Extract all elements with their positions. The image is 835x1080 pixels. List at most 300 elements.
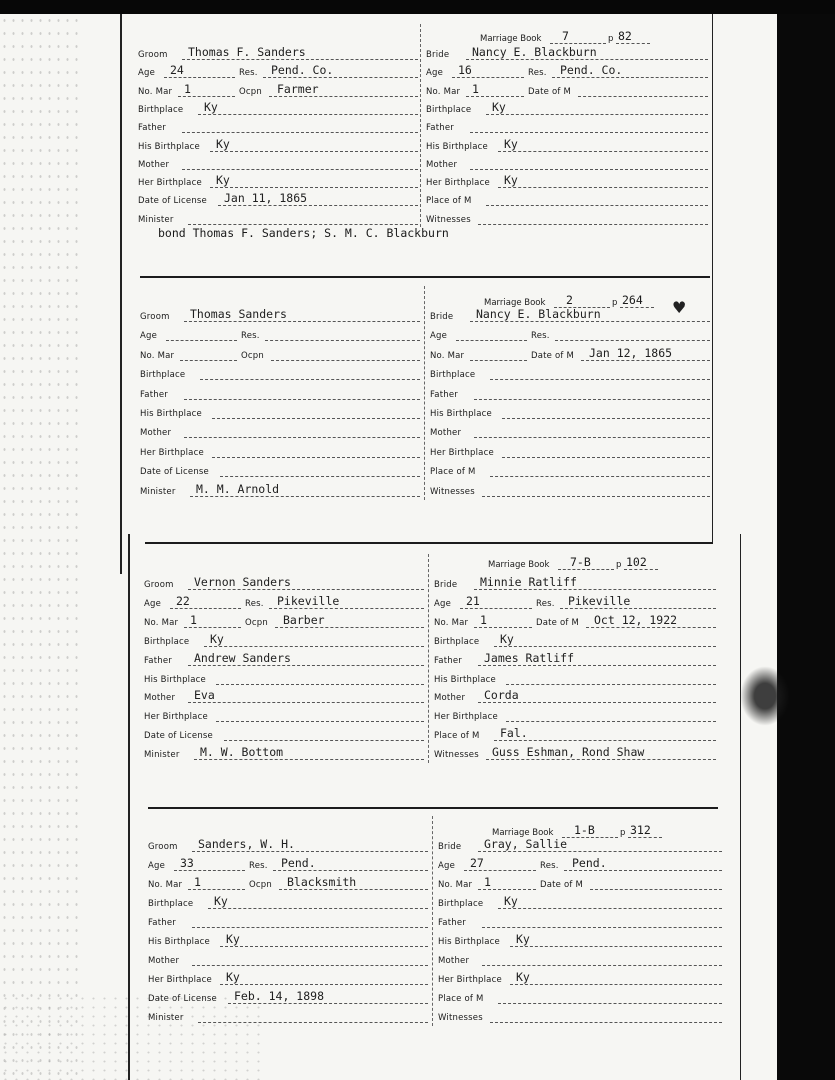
groom-field-line [184,321,420,322]
bride-field-line [490,379,710,380]
bride-label-place-of-m: Place of M [434,731,480,742]
groom-label-mother: Mother [148,956,180,966]
groom-label-his-birthplace: His Birthplace [144,674,206,685]
bride-row-name [434,574,716,592]
groom-row-minister [148,1007,428,1025]
groom-field-line [188,889,245,890]
groom-label-age: Age [138,68,156,79]
bride-value-name[interactable]: Gray, Sallie [484,837,568,851]
groom-label-minister: Minister [144,750,180,761]
bride-row-her-birthplace [426,172,708,190]
groom-label-res: Res. [245,598,264,609]
groom-value-ocpn[interactable]: Blacksmith [287,875,357,889]
groom-field-line [279,889,428,890]
groom-field-line [220,476,420,477]
groom-value-minister[interactable]: M. W. Bottom [200,745,284,760]
groom-value-date-of-license[interactable]: Feb. 14, 1898 [234,989,325,1003]
marriage-book-label: Marriage Book [492,828,554,838]
groom-field-line [170,608,241,609]
bride-field-line [470,360,527,361]
groom-label-no-mar: No. Mar [140,350,175,361]
groom-field-line [192,927,428,928]
groom-field-line [271,360,420,361]
groom-label-groom: Groom [148,842,178,852]
bride-field-line [581,360,710,361]
groom-value-name[interactable]: Vernon Sanders [194,575,291,589]
bride-row-his-birthplace [438,931,722,949]
bride-label-no-mar: No. Mar [438,880,473,890]
bride-row-his-birthplace [426,136,708,154]
bride-row-no-mar [434,612,716,630]
bride-field-line [478,851,722,852]
bride-field-line [586,627,716,628]
bride-label-his-birthplace: His Birthplace [438,937,500,947]
groom-field-line [210,151,418,152]
marriage-book-number[interactable]: 7-B [570,555,591,569]
groom-row-birthplace [140,364,420,382]
groom-row-his-birthplace [138,136,418,154]
bride-label-bride: Bride [426,50,450,60]
groom-label-groom: Groom [144,580,174,590]
bride-label-mother: Mother [430,428,462,439]
groom-label-date-of-license: Date of License [144,731,213,742]
bride-value-father[interactable]: James Ratliff [484,650,575,665]
bride-row-mother [430,422,710,440]
bride-field-line [486,205,708,206]
groom-field-line [265,340,420,341]
bride-field-line [590,889,722,890]
bride-value-date-of-m[interactable]: Oct 12, 1922 [594,612,678,627]
groom-field-line [192,851,428,852]
groom-row-date-of-license [148,988,428,1006]
groom-row-name [140,306,420,324]
groom-field-line [188,589,424,590]
bride-column [426,44,708,231]
bride-row-her-birthplace [430,442,710,460]
groom-row-minister [140,481,420,499]
record-note: bond Thomas F. Sanders; S. M. C. Blackburn [158,226,449,240]
groom-field-line [164,77,235,78]
bride-label-age: Age [434,598,452,609]
groom-label-no-mar: No. Mar [148,880,183,890]
groom-label-her-birthplace: Her Birthplace [144,712,208,723]
groom-field-line [216,721,424,722]
bride-row-father [430,384,710,402]
bride-row-age [426,62,708,80]
bride-row-age [430,325,710,343]
groom-value-name[interactable]: Sanders, W. H. [198,837,295,851]
bride-value-res[interactable]: Pikeville [568,593,631,608]
groom-label-her-birthplace: Her Birthplace [138,178,202,189]
groom-row-minister [144,744,424,762]
bride-value-name[interactable]: Minnie Ratliff [480,575,577,589]
groom-field-line [192,965,428,966]
groom-value-res[interactable]: Pikeville [277,593,340,608]
bride-row-witnesses [434,744,716,762]
groom-field-line [174,870,245,871]
bride-field-line [498,151,708,152]
groom-label-his-birthplace: His Birthplace [138,141,200,152]
bride-label-father: Father [434,655,462,666]
bride-row-place-of-m [438,988,722,1006]
bride-field-line [470,132,708,133]
groom-column [140,306,420,504]
bride-label-res: Res. [540,861,559,871]
bride-value-date-of-m[interactable]: Jan 12, 1865 [589,345,673,360]
bride-label-witnesses: Witnesses [430,486,475,497]
groom-label-father: Father [140,389,168,400]
groom-row-her-birthplace [148,969,428,987]
groom-label-minister: Minister [138,214,174,225]
groom-value-her-birthplace[interactable]: Ky [216,173,230,188]
groom-field-line [198,114,418,115]
groom-value-minister[interactable]: M. M. Arnold [196,481,280,496]
bride-value-her-birthplace[interactable]: Ky [516,970,530,984]
groom-label-mother: Mother [140,428,172,439]
groom-value-no-mar[interactable]: 1 [190,612,197,627]
groom-row-her-birthplace [144,706,424,724]
marriage-book-page[interactable]: 102 [626,555,647,569]
page-label: p [616,560,622,570]
bride-row-name [438,836,722,854]
groom-row-her-birthplace [140,442,420,460]
groom-row-mother [138,154,418,172]
groom-field-line [220,946,428,947]
groom-row-mother [140,422,420,440]
film-speckle [0,14,80,1080]
groom-label-ocpn: Ocpn [249,880,272,890]
groom-row-minister [138,209,418,227]
bride-field-line [564,870,722,871]
bride-row-age [434,593,716,611]
groom-field-line [184,399,420,400]
bride-value-birthplace[interactable]: Ky [504,894,518,908]
card-column-separator [424,286,426,500]
bride-row-name [430,306,710,324]
groom-value-father[interactable]: Andrew Sanders [194,650,291,665]
groom-row-birthplace [144,631,424,649]
groom-field-line [218,205,418,206]
groom-column [138,44,418,231]
bride-field-line [474,399,710,400]
bride-value-no-mar[interactable]: 1 [472,81,479,96]
marriage-book-page[interactable]: 312 [630,823,651,837]
groom-row-name [138,44,418,62]
bride-value-age[interactable]: 16 [458,63,472,78]
groom-field-line [212,418,420,419]
bride-label-her-birthplace: Her Birthplace [438,975,502,985]
bride-row-father [438,912,722,930]
bride-field-line [502,457,710,458]
bride-row-witnesses [438,1007,722,1025]
bride-value-name[interactable]: Nancy E. Blackburn [476,307,601,321]
groom-field-line [194,759,424,760]
page-label: p [620,828,626,838]
groom-row-age [140,325,420,343]
groom-label-birthplace: Birthplace [138,104,184,115]
groom-value-ocpn[interactable]: Barber [283,612,325,627]
bride-value-place-of-m[interactable]: Fal. [500,726,528,741]
bride-label-bride: Bride [434,580,458,590]
bride-label-place-of-m: Place of M [430,467,476,478]
field-line [558,569,614,570]
bride-row-father [426,117,708,135]
groom-field-line [182,169,418,170]
groom-row-name [144,574,424,592]
groom-field-line [178,96,235,97]
card-edge-line [712,14,713,544]
bride-row-his-birthplace [434,669,716,687]
groom-field-line [188,702,424,703]
groom-label-res: Res. [249,861,268,871]
bride-label-place-of-m: Place of M [426,196,472,207]
bride-field-line [470,169,708,170]
film-smudge [740,666,790,726]
field-line [624,569,658,570]
groom-label-minister: Minister [148,1013,184,1023]
groom-row-her-birthplace [138,172,418,190]
groom-field-line [188,665,424,666]
bride-label-birthplace: Birthplace [438,899,484,909]
card-divider [145,542,713,544]
bride-field-line [555,340,710,341]
groom-label-his-birthplace: His Birthplace [148,937,210,947]
bride-label-no-mar: No. Mar [426,86,461,97]
bride-label-date-of-m: Date of M [528,86,572,97]
groom-label-her-birthplace: Her Birthplace [140,447,204,458]
bride-row-place-of-m [430,461,710,479]
bride-value-birthplace[interactable]: Ky [492,99,506,114]
groom-row-age [138,62,418,80]
groom-field-line [210,187,418,188]
groom-field-line [269,608,424,609]
groom-label-age: Age [140,331,158,342]
card-edge-line [740,534,741,1080]
bride-row-place-of-m [434,725,716,743]
groom-row-mother [144,687,424,705]
bride-field-line [510,946,722,947]
bride-row-mother [438,950,722,968]
bride-field-line [474,589,716,590]
groom-field-line [269,96,418,97]
groom-field-line [190,496,420,497]
groom-value-name[interactable]: Thomas F. Sanders [188,45,306,59]
groom-label-date-of-license: Date of License [138,196,207,207]
groom-field-line [182,59,418,60]
groom-label-groom: Groom [140,312,170,322]
groom-field-line [228,1003,428,1004]
groom-row-father [140,384,420,402]
groom-label-his-birthplace: His Birthplace [140,409,202,419]
groom-label-no-mar: No. Mar [138,86,173,97]
bride-label-bride: Bride [430,312,454,322]
bride-row-mother [434,687,716,705]
bride-column [438,836,722,1030]
groom-row-mother [148,950,428,968]
card-column-separator [428,554,430,763]
bride-row-no-mar [426,81,708,99]
groom-value-no-mar[interactable]: 1 [194,875,201,889]
bride-field-line [470,321,710,322]
groom-field-line [204,646,424,647]
groom-field-line [273,870,428,871]
marriage-book-label: Marriage Book [484,298,546,308]
groom-field-line [180,360,237,361]
bride-label-her-birthplace: Her Birthplace [426,178,490,189]
groom-row-his-birthplace [144,669,424,687]
groom-value-mother[interactable]: Eva [194,688,215,703]
bride-field-line [502,418,710,419]
bride-field-line [486,759,716,760]
groom-field-line [216,684,424,685]
groom-label-birthplace: Birthplace [144,636,190,647]
binding-line [128,534,130,1080]
groom-value-age[interactable]: 22 [176,593,190,608]
film-edge-right [777,14,835,1080]
bride-field-line [482,927,722,928]
bride-value-res[interactable]: Pend. [572,856,607,870]
bride-value-her-birthplace[interactable]: Ky [504,173,518,188]
bride-label-date-of-m: Date of M [531,350,575,361]
bride-field-line [466,96,524,97]
marriage-book-number[interactable]: 1-B [574,823,595,837]
groom-row-birthplace [138,99,418,117]
bride-field-line [478,889,536,890]
bride-label-witnesses: Witnesses [434,750,479,761]
groom-label-her-birthplace: Her Birthplace [148,975,212,985]
groom-field-line [212,457,420,458]
groom-row-date-of-license [140,461,420,479]
groom-column [144,574,424,767]
bride-field-line [498,908,722,909]
bride-label-mother: Mother [434,693,466,704]
bride-field-line [452,77,524,78]
groom-field-line [208,908,428,909]
groom-row-his-birthplace [140,403,420,421]
bride-row-age [438,855,722,873]
marriage-book-page[interactable]: 264 [622,293,643,307]
bride-label-her-birthplace: Her Birthplace [434,712,498,723]
bride-field-line [478,702,716,703]
bride-field-line [494,740,716,741]
groom-value-age[interactable]: 24 [170,63,184,78]
bride-field-line [478,224,708,225]
bride-value-res[interactable]: Pend. Co. [560,63,623,78]
bride-row-name [426,44,708,62]
marriage-book-label: Marriage Book [480,34,542,44]
bride-field-line [490,1022,722,1023]
bride-value-mother[interactable]: Corda [484,688,519,703]
bride-row-father [434,650,716,668]
bride-field-line [490,476,710,477]
groom-label-res: Res. [241,331,260,342]
bride-field-line [482,496,710,497]
bride-field-line [482,965,722,966]
groom-label-age: Age [144,598,162,609]
groom-value-his-birthplace[interactable]: Ky [226,932,240,946]
bride-field-line [466,59,708,60]
bride-row-birthplace [434,631,716,649]
bride-label-no-mar: No. Mar [434,617,469,628]
card-column-separator [420,24,422,227]
bride-row-her-birthplace [438,969,722,987]
groom-value-birthplace[interactable]: Ky [210,631,224,646]
bride-value-no-mar[interactable]: 1 [484,875,491,889]
bride-label-res: Res. [536,598,555,609]
groom-value-name[interactable]: Thomas Sanders [190,307,287,321]
groom-row-date-of-license [138,190,418,208]
bride-label-father: Father [430,389,458,400]
bride-label-age: Age [430,331,448,342]
groom-value-birthplace[interactable]: Ky [204,99,218,114]
bride-field-line [560,608,716,609]
groom-label-res: Res. [239,68,258,79]
groom-value-ocpn[interactable]: Farmer [277,81,319,96]
groom-label-date-of-license: Date of License [140,467,209,478]
bride-label-date-of-m: Date of M [536,617,580,628]
bride-label-bride: Bride [438,842,462,852]
bride-value-witnesses[interactable]: Guss Eshman, Rond Shaw [492,745,645,760]
groom-column [148,836,428,1030]
marriage-book-number[interactable]: 7 [562,29,569,43]
marriage-book-number[interactable]: 2 [566,293,573,307]
card-column-separator [432,816,434,1026]
marriage-book-page[interactable]: 82 [618,29,632,43]
groom-value-his-birthplace[interactable]: Ky [216,136,230,151]
groom-value-birthplace[interactable]: Ky [214,894,228,908]
groom-row-father [144,650,424,668]
groom-label-father: Father [144,655,172,666]
bride-field-line [506,684,716,685]
groom-row-no-mar [138,81,418,99]
groom-value-her-birthplace[interactable]: Ky [226,970,240,984]
card-divider [148,807,718,809]
bride-value-no-mar[interactable]: 1 [480,612,487,627]
groom-label-date-of-license: Date of License [148,994,217,1004]
groom-row-his-birthplace [148,931,428,949]
groom-field-line [220,984,428,985]
bride-label-his-birthplace: His Birthplace [434,674,496,685]
groom-value-age[interactable]: 33 [180,856,194,870]
bride-label-birthplace: Birthplace [430,370,476,381]
bride-value-his-birthplace[interactable]: Ky [504,136,518,151]
bride-value-age[interactable]: 21 [466,593,480,608]
bride-field-line [510,984,722,985]
bride-value-age[interactable]: 27 [470,856,484,870]
bride-value-name[interactable]: Nancy E. Blackburn [472,45,597,59]
bride-value-birthplace[interactable]: Ky [500,631,514,646]
groom-value-date-of-license[interactable]: Jan 11, 1865 [224,191,308,206]
groom-value-res[interactable]: Pend. Co. [271,63,334,78]
groom-label-ocpn: Ocpn [241,350,264,361]
groom-row-birthplace [148,893,428,911]
bride-field-line [498,187,708,188]
bride-label-father: Father [426,123,454,134]
groom-field-line [166,340,237,341]
groom-label-birthplace: Birthplace [140,370,186,381]
groom-label-mother: Mother [144,693,176,704]
groom-label-father: Father [138,123,166,134]
groom-value-no-mar[interactable]: 1 [184,81,191,96]
bride-value-his-birthplace[interactable]: Ky [516,932,530,946]
groom-value-res[interactable]: Pend. [281,856,316,870]
groom-label-age: Age [148,861,166,871]
bride-label-father: Father [438,918,466,928]
bride-label-date-of-m: Date of M [540,880,584,890]
groom-row-father [148,912,428,930]
bride-label-birthplace: Birthplace [434,636,480,647]
groom-field-line [198,1022,428,1023]
